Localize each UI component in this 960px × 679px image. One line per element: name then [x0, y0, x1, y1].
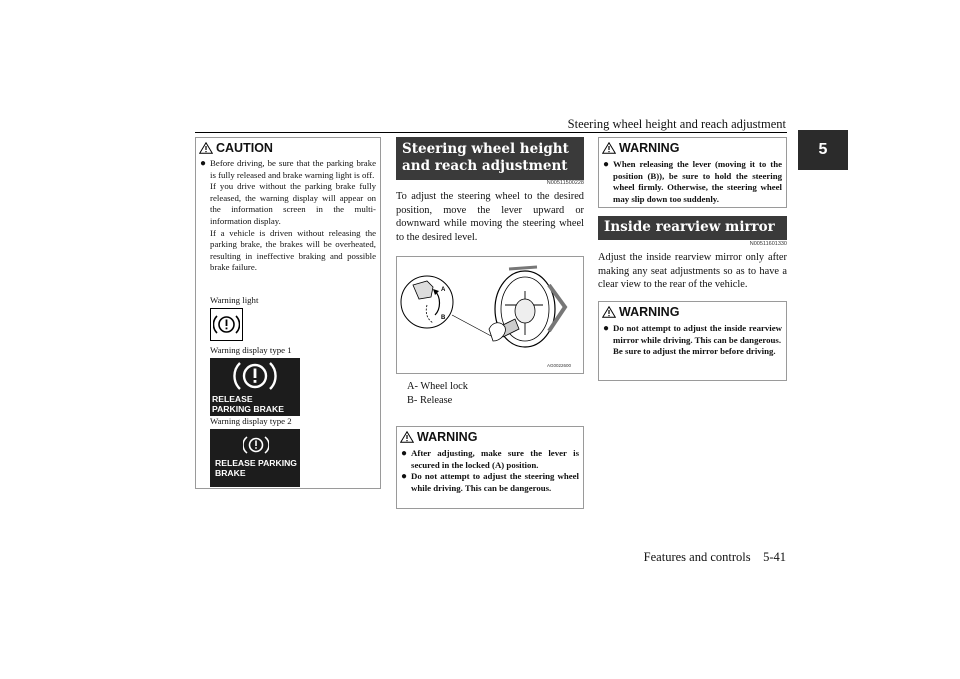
page-header-title: Steering wheel height and reach adjustment: [567, 117, 786, 131]
steering-section-heading: Steering wheel height and reach adjustment: [396, 137, 584, 180]
steering-warning-item-text: Do not attempt to adjust the steering wheel while driving. This can be dangerous.: [411, 471, 579, 493]
steering-legend: [407, 380, 577, 407]
brake-warning-symbol: [243, 435, 269, 455]
bullet-dot-icon: ●: [200, 158, 207, 169]
lever-warning-header: [599, 138, 786, 156]
lever-warning-label: WARNING: [619, 141, 680, 155]
caution-box: [195, 137, 381, 489]
bullet-dot-icon: ●: [401, 448, 408, 459]
steering-warning-header: [397, 427, 583, 445]
figure-label-a: A: [441, 287, 446, 293]
mirror-section-heading: Inside rearview mirror: [598, 216, 787, 240]
bullet-dot-icon: ●: [603, 159, 610, 170]
caution-header: [196, 138, 380, 156]
mirror-warning-box: [598, 301, 787, 381]
display-type1-label: Warning display type 1: [210, 345, 292, 355]
mirror-section-code: N00511601330: [749, 241, 787, 247]
steering-warning-item-text: After adjusting, make sure the lever is secured in the locked (A) position.: [411, 448, 579, 470]
figure-code: AG0022600: [547, 363, 572, 368]
mirror-warning-header: [599, 302, 786, 320]
steering-warning-box: [396, 426, 584, 509]
steering-figure: [396, 256, 584, 374]
warning-triangle-icon: [400, 431, 414, 443]
warning-light-icon: [210, 308, 243, 341]
steering-warning-item: [401, 471, 579, 494]
caution-para-1: If you drive without the parking brake fully released, the warning display will appear on the information screen in the multi-information display.: [210, 181, 376, 226]
display-type2-label: Warning display type 2: [210, 416, 292, 426]
bullet-dot-icon: ●: [603, 323, 610, 334]
mirror-warning-item-text: Do not attempt to adjust the inside rearview mirror while driving. This can be dangerous. Be sure to adjust the mirror before driving.: [613, 323, 782, 357]
warning-triangle-icon: [199, 142, 213, 154]
lever-warning-box: [598, 137, 787, 208]
brake-warning-symbol: [213, 313, 240, 336]
display-type1-text: RELEASE PARKING BRAKE: [212, 394, 284, 414]
caution-bullet: [200, 158, 376, 274]
caution-para-2: If a vehicle is driven without releasing the parking brake, the brakes will be overheated, resulting in ineffective braking and possible brake failure.: [210, 227, 376, 273]
brake-warning-symbol: [233, 360, 277, 392]
bullet-dot-icon: ●: [401, 471, 408, 483]
header-rule: [195, 132, 787, 133]
caution-label: CAUTION: [216, 141, 273, 155]
warning-light-label: Warning light: [210, 295, 259, 305]
mirror-warning-label: WARNING: [619, 305, 680, 319]
warning-triangle-icon: [602, 142, 616, 154]
steering-body-text: To adjust the steering wheel to the desired position, move the lever upward or downward while moving the steering wheel to the desired level.: [396, 191, 584, 243]
mirror-warning-item: [603, 323, 782, 358]
warning-display-type2: [210, 429, 300, 487]
lever-warning-item: [603, 159, 782, 205]
warning-display-type1: [210, 358, 300, 416]
warning-triangle-icon: [602, 306, 616, 318]
page-footer: Features and controls 5-41: [643, 550, 786, 564]
caution-bullet-text: Before driving, be sure that the parking brake is fully released and brake warning light is off.: [210, 158, 376, 180]
steering-warning-item: [401, 448, 579, 471]
lever-warning-item-text: When releasing the lever (moving it to the position (B)), be sure to hold the steering wheel firmly. Otherwise, the steering wheel may slip down too suddenly.: [613, 159, 782, 204]
steering-warning-label: WARNING: [417, 430, 478, 444]
display-type2-text: RELEASE PARKING BRAKE: [215, 458, 297, 478]
figure-label-b: B: [441, 315, 446, 321]
legend-item-b: B- Release: [407, 394, 453, 406]
legend-item-a: A- Wheel lock: [407, 381, 468, 392]
steering-section-code: N00511500228: [546, 180, 584, 186]
chapter-tab: 5: [798, 130, 848, 170]
mirror-body-text: Adjust the inside rearview mirror only after making any seat adjustments so as to have a clear view to the rear of the vehicle.: [598, 252, 787, 290]
steering-adjustment-illustration: [397, 257, 583, 373]
